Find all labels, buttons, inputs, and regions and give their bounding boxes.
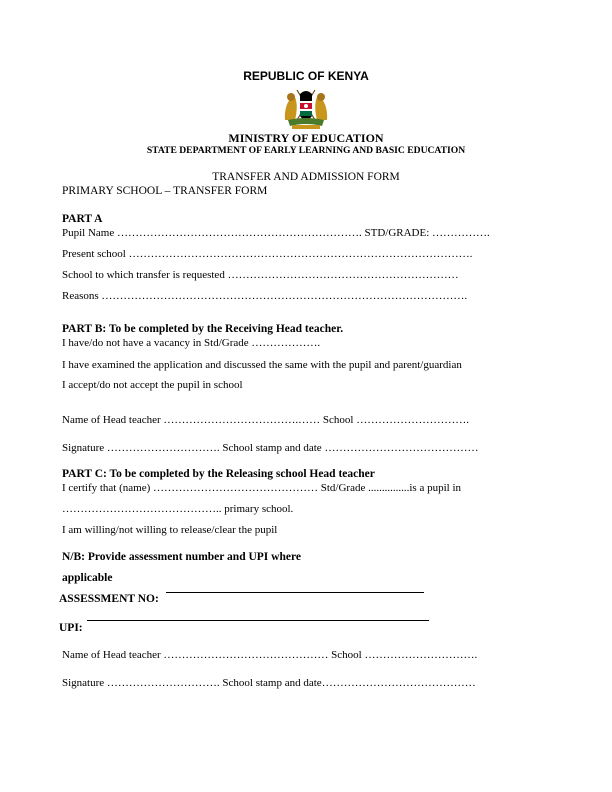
accept-statement[interactable]: I accept/do not accept the pupil in school: [62, 379, 243, 391]
part-a-heading: PART A: [62, 213, 103, 225]
ministry-title: MINISTRY OF EDUCATION: [228, 131, 384, 145]
present-school-field[interactable]: Present school ………………………………………………………………………………….: [62, 248, 473, 260]
republic-title: REPUBLIC OF KENYA: [243, 69, 369, 83]
part-c-heading: PART C: To be completed by the Releasing school Head teacher: [62, 468, 375, 480]
transfer-school-field[interactable]: School to which transfer is requested ………………………………………………………: [62, 269, 459, 281]
assessment-number-input[interactable]: [166, 592, 424, 593]
willing-statement[interactable]: I am willing/not willing to release/clear the pupil: [62, 524, 278, 536]
releasing-head-teacher-field[interactable]: Name of Head teacher ……………………………………… School ………………………….: [62, 649, 478, 661]
upi-label: UPI:: [59, 622, 83, 634]
form-title: TRANSFER AND ADMISSION FORM: [212, 171, 400, 183]
form-subtitle: PRIMARY SCHOOL – TRANSFER FORM: [62, 185, 268, 197]
upi-input[interactable]: [87, 620, 429, 621]
vacancy-field[interactable]: I have/do not have a vacancy in Std/Grade ……………….: [62, 337, 321, 349]
releasing-signature-field[interactable]: Signature …………………………. School stamp and date……………………………………: [62, 677, 476, 689]
note-line-1: N/B: Provide assessment number and UPI where: [62, 551, 301, 563]
part-b-heading: PART B: To be completed by the Receiving Head teacher.: [62, 323, 344, 335]
reasons-field[interactable]: Reasons ……………………………………………………………………………………….: [62, 290, 468, 302]
receiving-signature-field[interactable]: Signature …………………………. School stamp and date ……………………………………: [62, 442, 479, 454]
assessment-label: ASSESSMENT NO:: [59, 593, 159, 605]
receiving-head-teacher-field[interactable]: Name of Head teacher ……………………………….…… School ………………………….: [62, 414, 469, 426]
kenya-coat-of-arms-icon: [282, 86, 330, 130]
certify-field[interactable]: I certify that (name) ……………………………………… Std/Grade ...............is a pupil in: [62, 482, 461, 494]
department-title: STATE DEPARTMENT OF EARLY LEARNING AND BASIC EDUCATION: [146, 145, 466, 156]
primary-school-field[interactable]: …………………………………….. primary school.: [62, 503, 294, 515]
pupil-name-field[interactable]: Pupil Name …………………………………………………………. STD/GRADE: …………….: [62, 227, 490, 239]
examined-statement: I have examined the application and discussed the same with the pupil and parent/guardian: [62, 359, 462, 371]
note-line-2: applicable: [62, 572, 113, 584]
